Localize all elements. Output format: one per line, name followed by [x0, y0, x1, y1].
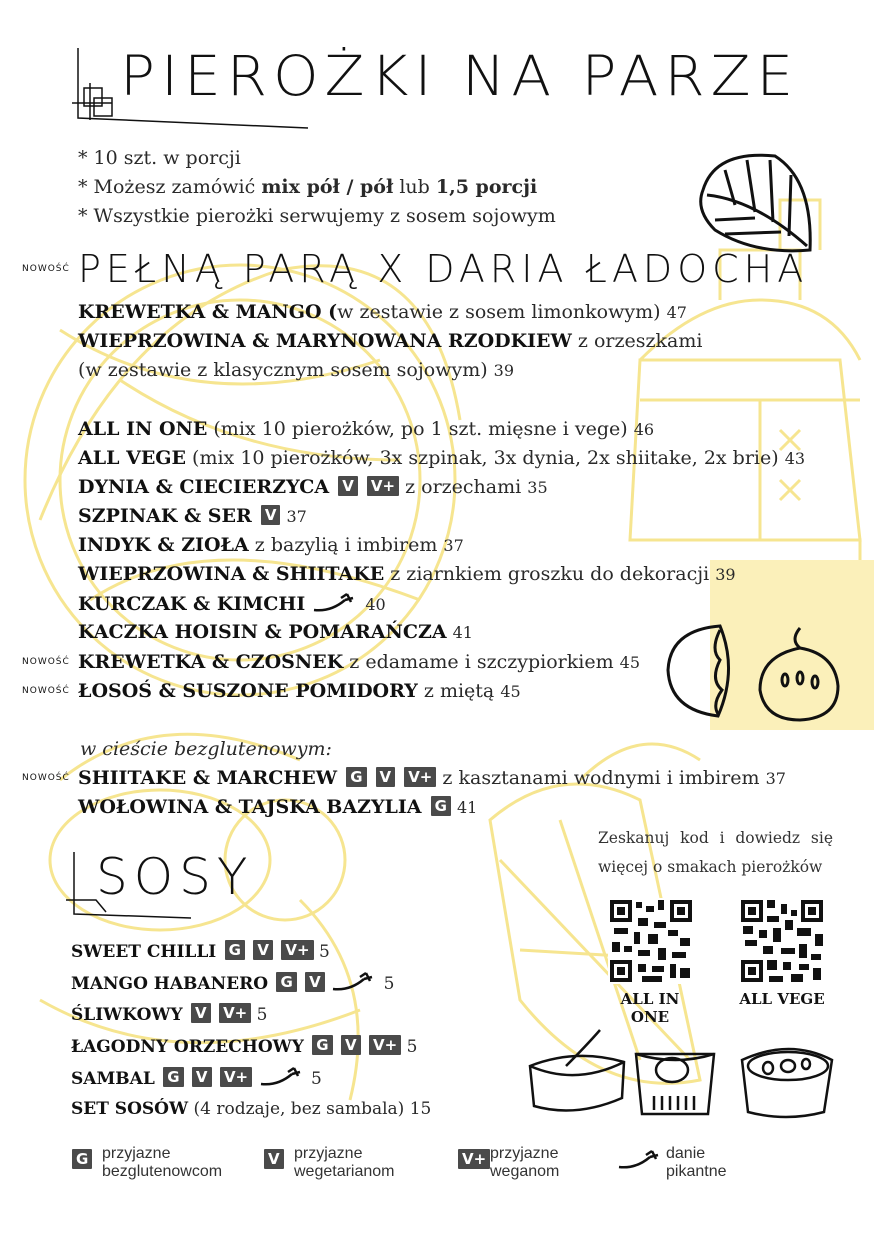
- vegetarian-badge: V: [338, 476, 358, 496]
- qr-label-all-in-one: ALL IN ONE: [620, 990, 680, 1026]
- qr-code-all-vege[interactable]: [739, 898, 825, 984]
- vegan-badge: V+: [220, 1067, 252, 1087]
- menu-item: SZPINAK & SER V 37: [78, 505, 307, 527]
- legend-spicy: danie pikantne: [666, 1145, 727, 1180]
- vegetarian-badge: V: [305, 972, 325, 992]
- new-badge: NOWOŚĆ: [22, 686, 70, 696]
- vegan-badge: V+: [458, 1149, 490, 1169]
- qr-description: Zeskanuj kod i dowiedz się więcej o smakach pierożków: [598, 829, 833, 876]
- menu-item: KURCZAK & KIMCHI 40: [78, 593, 386, 615]
- note-mix: * Możesz zamówić mix pół / pół lub 1,5 porcji: [78, 176, 538, 198]
- gluten-free-heading: w cieście bezglutenowym:: [80, 738, 332, 760]
- vegetarian-badge: V: [341, 1035, 361, 1055]
- menu-item-continued: (w zestawie z klasycznym sosem sojowym) 39: [78, 359, 515, 381]
- menu-item: WOŁOWINA & TAJSKA BAZYLIA G 41: [78, 796, 478, 818]
- sauce-item: ŁAGODNY ORZECHOWY G V V+ 5: [71, 1036, 418, 1057]
- gluten-free-badge: G: [346, 767, 366, 787]
- new-badge: NOWOŚĆ: [22, 657, 70, 667]
- menu-item: WIEPRZOWINA & MARYNOWANA RZODKIEW z orzeszkami: [78, 330, 703, 352]
- sauces-title: SOSY: [96, 848, 254, 906]
- vegan-badge: V+: [219, 1003, 251, 1023]
- sauce-item: MANGO HABANERO G V 5: [71, 973, 395, 994]
- menu-item: KACZKA HOISIN & POMARAŃCZA 41: [78, 621, 473, 643]
- menu-item: KREWETKA & MANGO (w zestawie z sosem limonkowym) 47: [78, 301, 687, 323]
- sauce-item: SWEET CHILLI G V V+ 5: [71, 941, 330, 962]
- menu-item: ALL IN ONE (mix 10 pierożków, po 1 szt. mięsne i vege) 46: [78, 418, 655, 440]
- new-badge: NOWOŚĆ: [22, 773, 70, 783]
- legend: [72, 1145, 872, 1185]
- menu-item: SHIITAKE & MARCHEW G V V+ z kasztanami wodnymi i imbirem 37: [78, 767, 786, 789]
- vegan-badge: V+: [404, 767, 436, 787]
- dumplings-icon: [660, 620, 840, 725]
- new-badge: NOWOŚĆ: [22, 264, 70, 274]
- menu-item: KREWETKA & CZOSNEK z edamame i szczypiorkiem 45: [78, 651, 640, 673]
- menu-item: ŁOSOŚ & SUSZONE POMIDORY z miętą 45: [78, 680, 521, 702]
- vegan-badge: V+: [281, 940, 313, 960]
- spicy-icon: [258, 1066, 306, 1088]
- legend-vegetarian: przyjazne wegetarianom: [294, 1145, 395, 1180]
- menu-item: INDYK & ZIOŁA z bazylią i imbirem 37: [78, 534, 464, 556]
- spicy-icon: [330, 971, 378, 993]
- sauce-item: ŚLIWKOWY V V+ 5: [71, 1004, 268, 1025]
- collab-title: PEŁNĄ PARĄ X DARIA ŁADOCHA: [78, 247, 809, 291]
- note-soy-sauce: * Wszystkie pierożki serwujemy z sosem sojowym: [78, 205, 556, 227]
- gluten-free-badge: G: [431, 796, 451, 816]
- gluten-free-badge: G: [163, 1067, 183, 1087]
- vegetarian-badge: V: [192, 1067, 212, 1087]
- note-portion: * 10 szt. w porcji: [78, 147, 241, 169]
- gluten-free-badge: G: [72, 1149, 92, 1169]
- vegan-badge: V+: [367, 476, 399, 496]
- leaf-icon: [695, 150, 820, 258]
- vegetarian-badge: V: [376, 767, 396, 787]
- sauce-bowls-icon: [526, 1026, 838, 1122]
- legend-vegan: przyjazne weganom: [490, 1145, 560, 1180]
- menu-item: ALL VEGE (mix 10 pierożków, 3x szpinak, 3x dynia, 2x shiitake, 2x brie) 43: [78, 447, 806, 469]
- qr-code-all-in-one[interactable]: [608, 898, 694, 984]
- gluten-free-badge: G: [276, 972, 296, 992]
- vegetarian-badge: V: [264, 1149, 284, 1169]
- spicy-icon: [311, 592, 359, 614]
- menu-item: DYNIA & CIECIERZYCA V V+ z orzechami 35: [78, 476, 548, 498]
- vegetarian-badge: V: [191, 1003, 211, 1023]
- menu-item: WIEPRZOWINA & SHIITAKE z ziarnkiem groszku do dekoracji 39: [78, 563, 736, 585]
- vegetarian-badge: V: [253, 940, 273, 960]
- vegetarian-badge: V: [261, 505, 281, 525]
- sauce-item: SET SOSÓW (4 rodzaje, bez sambala) 15: [71, 1099, 432, 1119]
- page-title: PIEROŻKI NA PARZE: [120, 43, 800, 109]
- gluten-free-badge: G: [312, 1035, 332, 1055]
- vegan-badge: V+: [369, 1035, 401, 1055]
- spicy-icon: [616, 1147, 664, 1173]
- gluten-free-badge: G: [225, 940, 245, 960]
- legend-gluten-free: przyjazne bezglutenowcom: [102, 1145, 223, 1180]
- sauce-item: SAMBAL G V V+ 5: [71, 1068, 322, 1089]
- qr-label-all-vege: ALL VEGE: [739, 990, 825, 1008]
